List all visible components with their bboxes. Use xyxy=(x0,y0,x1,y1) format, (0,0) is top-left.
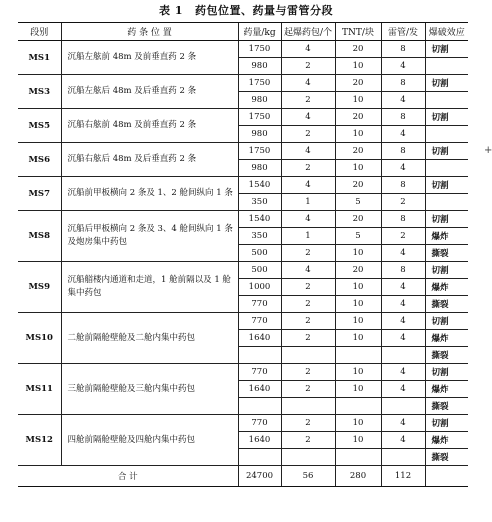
segment-cell: MS9 xyxy=(18,262,61,313)
effect-cell xyxy=(425,92,468,109)
detonator-pkg-cell: 2 xyxy=(281,415,335,432)
tnt-cell: 20 xyxy=(335,143,381,160)
caps-cell: 4 xyxy=(381,245,425,262)
segment-cell: MS5 xyxy=(18,109,61,143)
charge-cell: 350 xyxy=(238,194,281,211)
caps-cell: 2 xyxy=(381,228,425,245)
table-row xyxy=(18,41,468,58)
tnt-cell: 10 xyxy=(335,330,381,347)
position-cell: 沉船后甲板横向 2 条及 3、4 舱间纵向 1 条及炮房集中药包 xyxy=(61,211,238,262)
effect-cell: 切割 xyxy=(425,75,468,92)
total-pkg: 56 xyxy=(281,466,335,487)
effect-cell: 爆炸 xyxy=(425,330,468,347)
position-cell: 沉船左舷前 48m 及前垂直药 2 条 xyxy=(61,41,238,75)
tnt-cell: 5 xyxy=(335,194,381,211)
detonator-pkg-cell: 2 xyxy=(281,381,335,398)
tnt-cell: 10 xyxy=(335,313,381,330)
effect-cell xyxy=(425,194,468,211)
table-title: 药包位置、药量与雷管分段 xyxy=(194,4,333,17)
detonator-pkg-cell xyxy=(281,398,335,415)
tnt-cell: 10 xyxy=(335,58,381,75)
header-caps: 雷管/发 xyxy=(381,23,425,41)
segment-cell: MS6 xyxy=(18,143,61,177)
side-plus-mark: + xyxy=(484,145,492,156)
table-number: 表 1 xyxy=(159,4,183,17)
charge-cell: 1750 xyxy=(238,109,281,126)
caps-cell: 8 xyxy=(381,75,425,92)
tnt-cell xyxy=(335,347,381,364)
tnt-cell: 10 xyxy=(335,381,381,398)
tnt-cell xyxy=(335,449,381,466)
charge-cell: 770 xyxy=(238,415,281,432)
tnt-cell: 20 xyxy=(335,262,381,279)
tnt-cell: 10 xyxy=(335,432,381,449)
effect-cell: 切割 xyxy=(425,211,468,228)
caps-cell: 4 xyxy=(381,330,425,347)
table-row xyxy=(18,262,468,279)
detonator-pkg-cell: 2 xyxy=(281,313,335,330)
effect-cell: 切割 xyxy=(425,313,468,330)
charge-table xyxy=(18,22,468,487)
charge-cell: 980 xyxy=(238,58,281,75)
tnt-cell: 10 xyxy=(335,160,381,177)
effect-cell: 撕裂 xyxy=(425,449,468,466)
caps-cell xyxy=(381,398,425,415)
caps-cell: 8 xyxy=(381,41,425,58)
caps-cell: 4 xyxy=(381,279,425,296)
position-cell: 沉船前甲板横向 2 条及 1、2 舱间纵向 1 条 xyxy=(61,177,238,211)
charge-cell: 1750 xyxy=(238,75,281,92)
segment-cell: MS7 xyxy=(18,177,61,211)
header-detonator-pkg: 起爆药包/个 xyxy=(281,23,335,41)
tnt-cell: 20 xyxy=(335,177,381,194)
table-row xyxy=(18,211,468,228)
charge-cell: 770 xyxy=(238,364,281,381)
caps-cell xyxy=(381,347,425,364)
position-cell: 沉船艏楼内通道和走道，1 舱前隔以及 1 舱集中药包 xyxy=(61,262,238,313)
table-row xyxy=(18,364,468,381)
header-row xyxy=(18,23,468,41)
detonator-pkg-cell xyxy=(281,449,335,466)
effect-cell: 爆炸 xyxy=(425,228,468,245)
detonator-pkg-cell: 4 xyxy=(281,109,335,126)
charge-cell: 1640 xyxy=(238,432,281,449)
detonator-pkg-cell: 2 xyxy=(281,92,335,109)
charge-cell: 980 xyxy=(238,92,281,109)
effect-cell xyxy=(425,160,468,177)
caps-cell: 2 xyxy=(381,194,425,211)
table-body xyxy=(18,41,468,466)
effect-cell: 爆炸 xyxy=(425,432,468,449)
tnt-cell: 10 xyxy=(335,296,381,313)
caps-cell: 4 xyxy=(381,432,425,449)
position-cell: 二舱前隔舱壁舱及二舱内集中药包 xyxy=(61,313,238,364)
charge-cell: 500 xyxy=(238,245,281,262)
effect-cell: 切割 xyxy=(425,177,468,194)
segment-cell: MS3 xyxy=(18,75,61,109)
header-effect: 爆破效应 xyxy=(425,23,468,41)
effect-cell xyxy=(425,126,468,143)
caps-cell: 4 xyxy=(381,58,425,75)
charge-cell: 1000 xyxy=(238,279,281,296)
charge-cell xyxy=(238,449,281,466)
effect-cell: 撕裂 xyxy=(425,347,468,364)
table-row xyxy=(18,75,468,92)
caps-cell: 4 xyxy=(381,296,425,313)
tnt-cell xyxy=(335,398,381,415)
caps-cell: 4 xyxy=(381,381,425,398)
tnt-cell: 10 xyxy=(335,279,381,296)
detonator-pkg-cell: 2 xyxy=(281,432,335,449)
effect-cell: 撕裂 xyxy=(425,245,468,262)
charge-cell: 1540 xyxy=(238,211,281,228)
effect-cell: 撕裂 xyxy=(425,398,468,415)
tnt-cell: 20 xyxy=(335,109,381,126)
effect-cell xyxy=(425,58,468,75)
total-charge: 24700 xyxy=(238,466,281,487)
detonator-pkg-cell: 2 xyxy=(281,245,335,262)
charge-cell: 1750 xyxy=(238,143,281,160)
charge-cell: 770 xyxy=(238,313,281,330)
detonator-pkg-cell: 4 xyxy=(281,262,335,279)
effect-cell: 切割 xyxy=(425,109,468,126)
position-cell: 三舱前隔舱壁舱及三舱内集中药包 xyxy=(61,364,238,415)
detonator-pkg-cell: 2 xyxy=(281,330,335,347)
table-caption xyxy=(0,2,492,18)
charge-cell: 770 xyxy=(238,296,281,313)
header-segment: 段别 xyxy=(18,23,61,41)
effect-cell: 切割 xyxy=(425,143,468,160)
total-label: 合 计 xyxy=(18,466,238,487)
position-cell: 沉船右舷前 48m 及前垂直药 2 条 xyxy=(61,109,238,143)
detonator-pkg-cell: 1 xyxy=(281,194,335,211)
detonator-pkg-cell: 2 xyxy=(281,58,335,75)
tnt-cell: 10 xyxy=(335,92,381,109)
effect-cell: 爆炸 xyxy=(425,381,468,398)
position-cell: 四舱前隔舱壁舱及四舱内集中药包 xyxy=(61,415,238,466)
charge-cell: 1750 xyxy=(238,41,281,58)
table-row xyxy=(18,415,468,432)
caps-cell: 4 xyxy=(381,364,425,381)
segment-cell: MS1 xyxy=(18,41,61,75)
charge-cell: 1640 xyxy=(238,381,281,398)
segment-cell: MS11 xyxy=(18,364,61,415)
caps-cell: 4 xyxy=(381,313,425,330)
table-row xyxy=(18,177,468,194)
table-row xyxy=(18,313,468,330)
table-row xyxy=(18,143,468,160)
segment-cell: MS10 xyxy=(18,313,61,364)
detonator-pkg-cell: 4 xyxy=(281,211,335,228)
effect-cell: 切割 xyxy=(425,415,468,432)
detonator-pkg-cell: 2 xyxy=(281,296,335,313)
caps-cell: 4 xyxy=(381,415,425,432)
detonator-pkg-cell: 1 xyxy=(281,228,335,245)
caps-cell: 8 xyxy=(381,109,425,126)
tnt-cell: 20 xyxy=(335,211,381,228)
caps-cell: 4 xyxy=(381,92,425,109)
caps-cell: 8 xyxy=(381,143,425,160)
total-row xyxy=(18,466,468,487)
total-caps: 112 xyxy=(381,466,425,487)
charge-cell xyxy=(238,347,281,364)
charge-cell: 980 xyxy=(238,126,281,143)
caps-cell xyxy=(381,449,425,466)
detonator-pkg-cell: 2 xyxy=(281,160,335,177)
detonator-pkg-cell: 4 xyxy=(281,143,335,160)
caps-cell: 4 xyxy=(381,126,425,143)
tnt-cell: 10 xyxy=(335,126,381,143)
total-effect xyxy=(425,466,468,487)
charge-cell: 980 xyxy=(238,160,281,177)
charge-cell: 1640 xyxy=(238,330,281,347)
header-charge: 药量/kg xyxy=(238,23,281,41)
detonator-pkg-cell: 4 xyxy=(281,41,335,58)
position-cell: 沉船右舷后 48m 及后垂直药 2 条 xyxy=(61,143,238,177)
detonator-pkg-cell: 4 xyxy=(281,177,335,194)
total-tnt: 280 xyxy=(335,466,381,487)
effect-cell: 切割 xyxy=(425,262,468,279)
tnt-cell: 10 xyxy=(335,364,381,381)
detonator-pkg-cell xyxy=(281,347,335,364)
segment-cell: MS8 xyxy=(18,211,61,262)
charge-cell xyxy=(238,398,281,415)
detonator-pkg-cell: 2 xyxy=(281,279,335,296)
charge-cell: 500 xyxy=(238,262,281,279)
tnt-cell: 20 xyxy=(335,75,381,92)
caps-cell: 4 xyxy=(381,160,425,177)
table-row xyxy=(18,109,468,126)
effect-cell: 撕裂 xyxy=(425,296,468,313)
effect-cell: 切割 xyxy=(425,364,468,381)
detonator-pkg-cell: 2 xyxy=(281,126,335,143)
tnt-cell: 20 xyxy=(335,41,381,58)
detonator-pkg-cell: 4 xyxy=(281,75,335,92)
position-cell: 沉船左舷后 48m 及后垂直药 2 条 xyxy=(61,75,238,109)
effect-cell: 爆炸 xyxy=(425,279,468,296)
tnt-cell: 10 xyxy=(335,415,381,432)
caps-cell: 8 xyxy=(381,211,425,228)
caps-cell: 8 xyxy=(381,262,425,279)
charge-cell: 350 xyxy=(238,228,281,245)
header-tnt: TNT/块 xyxy=(335,23,381,41)
segment-cell: MS12 xyxy=(18,415,61,466)
caps-cell: 8 xyxy=(381,177,425,194)
detonator-pkg-cell: 2 xyxy=(281,364,335,381)
header-position: 药 条 位 置 xyxy=(61,23,238,41)
tnt-cell: 5 xyxy=(335,228,381,245)
effect-cell: 切割 xyxy=(425,41,468,58)
charge-cell: 1540 xyxy=(238,177,281,194)
tnt-cell: 10 xyxy=(335,245,381,262)
